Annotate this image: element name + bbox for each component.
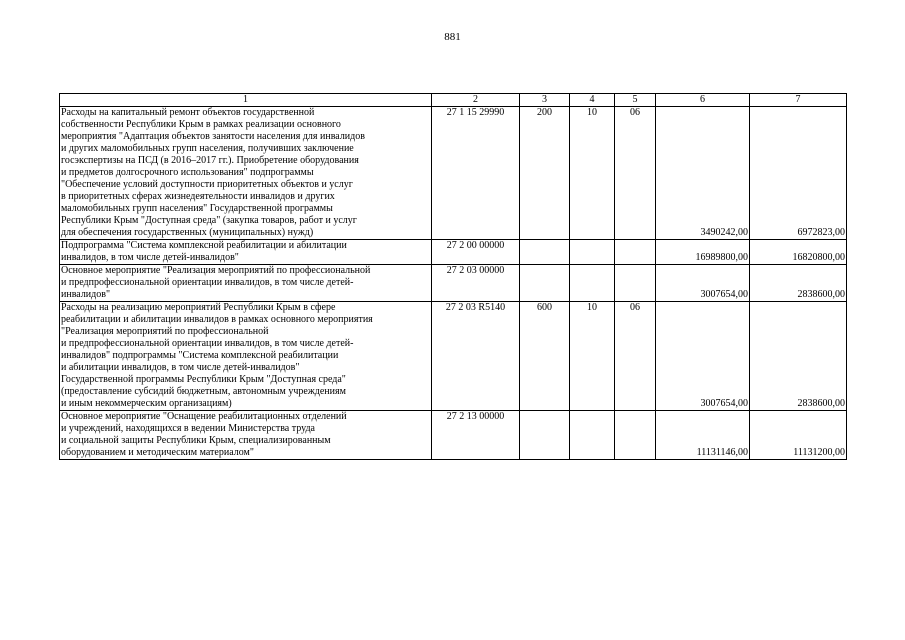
header-cell-3: 3 <box>520 94 570 107</box>
amount1-cell: 11131146,00 <box>656 411 750 460</box>
code-cell: 27 2 00 00000 <box>432 240 520 265</box>
col3-cell: 200 <box>520 107 570 240</box>
amount1-cell: 3490242,00 <box>656 107 750 240</box>
budget-table <box>59 93 847 460</box>
header-cell-2: 2 <box>432 94 520 107</box>
amount2-cell: 16820800,00 <box>750 240 847 265</box>
page-number: 881 <box>444 31 461 43</box>
col3-cell <box>520 240 570 265</box>
amount1-cell: 16989800,00 <box>656 240 750 265</box>
col3-cell <box>520 265 570 302</box>
col4-cell: 10 <box>570 302 615 411</box>
description-cell: Расходы на капитальный ремонт объектов государственной собственности Республики Крым в рамках реализации основного мероприятия "Адаптация объектов занятости населения для инвалидов и других маломобильных групп населения, получивших заключение госэкспертизы на ПСД (в 2016–2017 гг.). Приобретение оборудования и предметов долгосрочного использования" подпрограммы "Обеспечение условий доступности приоритетных объектов и услуг в приоритетных сферах жизнедеятельности инвалидов и других маломобильных групп населения" Государственной программы Республики Крым "Доступная среда" (закупка товаров, работ и услуг для обеспечения государственных (муниципальных) нужд) <box>60 107 432 240</box>
amount2-cell: 2838600,00 <box>750 302 847 411</box>
amount2-cell: 11131200,00 <box>750 411 847 460</box>
table-row <box>60 302 847 411</box>
col4-cell: 10 <box>570 107 615 240</box>
col3-cell <box>520 411 570 460</box>
col3-cell: 600 <box>520 302 570 411</box>
description-cell: Основное мероприятие "Оснащение реабилитационных отделений и учреждений, находящихся в ведении Министерства труда и социальной защиты Республики Крым, специализированным оборудованием и методическим материалом" <box>60 411 432 460</box>
description-cell: Подпрограмма "Система комплексной реабилитации и абилитации инвалидов, в том числе детей-инвалидов" <box>60 240 432 265</box>
table-row <box>60 107 847 240</box>
amount1-cell: 3007654,00 <box>656 302 750 411</box>
header-cell-5: 5 <box>615 94 656 107</box>
col4-cell <box>570 240 615 265</box>
col5-cell <box>615 411 656 460</box>
header-cell-1: 1 <box>60 94 432 107</box>
code-cell: 27 1 15 29990 <box>432 107 520 240</box>
table-row <box>60 411 847 460</box>
amount1-cell: 3007654,00 <box>656 265 750 302</box>
amount2-cell: 2838600,00 <box>750 265 847 302</box>
table-row <box>60 265 847 302</box>
table-body <box>60 94 847 460</box>
col4-cell <box>570 265 615 302</box>
col5-cell <box>615 265 656 302</box>
amount2-cell: 6972823,00 <box>750 107 847 240</box>
code-cell: 27 2 03 R5140 <box>432 302 520 411</box>
header-cell-4: 4 <box>570 94 615 107</box>
col4-cell <box>570 411 615 460</box>
code-cell: 27 2 03 00000 <box>432 265 520 302</box>
code-cell: 27 2 13 00000 <box>432 411 520 460</box>
table-row <box>60 240 847 265</box>
col5-cell: 06 <box>615 302 656 411</box>
header-cell-6: 6 <box>656 94 750 107</box>
table-header-row <box>60 94 847 107</box>
header-cell-7: 7 <box>750 94 847 107</box>
col5-cell <box>615 240 656 265</box>
col5-cell: 06 <box>615 107 656 240</box>
description-cell: Основное мероприятие "Реализация мероприятий по профессиональной и предпрофессиональной ориентации инвалидов, в том числе детей- инвалидов" <box>60 265 432 302</box>
description-cell: Расходы на реализацию мероприятий Республики Крым в сфере реабилитации и абилитации инвалидов в рамках основного мероприятия "Реализация мероприятий по профессиональной и предпрофессиональной ориентации инвалидов, в том числе детей- инвалидов" подпрограммы "Система комплексной реабилитации и абилитации инвалидов, в том числе детей-инвалидов" Государственной программы Республики Крым "Доступная среда" (предоставление субсидий бюджетным, автономным учреждениям и иным некоммерческим организациям) <box>60 302 432 411</box>
